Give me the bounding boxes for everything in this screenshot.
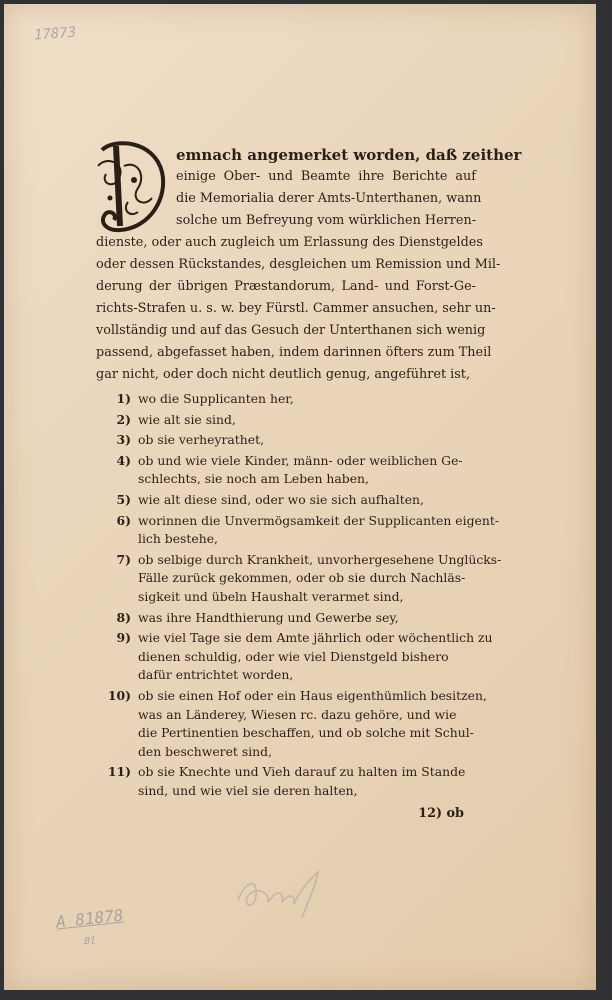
list-item [96, 763, 476, 800]
list-line: wie alt diese sind, oder wo sie sich aufhalten, [138, 491, 424, 507]
text-block [96, 144, 522, 822]
list-line: Fälle zurück gekommen, oder ob sie durch Nachläs- [138, 570, 466, 586]
list-item [96, 687, 487, 761]
list-line: sigkeit und übeln Haushalt verarmet sind, [138, 588, 404, 604]
list-number: 10) [107, 687, 131, 703]
intro-line: solche um Befreyung vom würklichen Herren- [176, 213, 477, 228]
list-line: ob selbige durch Krankheit, unvorhergesehene Unglücks- [138, 551, 502, 567]
list-item [96, 629, 493, 685]
list-number: 4) [116, 452, 131, 468]
list-item [96, 512, 499, 549]
list-item [96, 411, 476, 430]
list-item [96, 452, 476, 489]
decorated-initial-icon [94, 136, 170, 236]
intro-line: einige Ober- und Beamte ihre Berichte auf [176, 169, 476, 184]
list-line: dienen schuldig, oder wie viel Dienstgeld bishero [138, 648, 449, 664]
list-number: 5) [116, 491, 131, 507]
list-line: was ihre Handthierung und Gewerbe sey, [138, 609, 399, 625]
list-line: wo die Supplicanten her, [138, 391, 294, 406]
list-number: 1) [116, 391, 131, 406]
stamp-number: A 81878 [55, 905, 125, 932]
intro-line: oder dessen Rückstandes, desgleichen um Remission und Mil- [96, 257, 501, 272]
list-line: worinnen die Unvermögsamkeit der Supplicanten eigent- [138, 512, 499, 528]
stamp-subtext: Bl [84, 936, 97, 947]
list-item [96, 491, 476, 510]
list-line: wie viel Tage sie dem Amte jährlich oder wöchentlich zu [138, 630, 493, 646]
list-item [96, 609, 476, 628]
faint-signature-icon [232, 866, 342, 922]
list-line: dafür entrichtet worden, [138, 667, 294, 683]
list-item [96, 431, 476, 450]
list-line: den beschweret sind, [138, 743, 273, 759]
intro-line: passend, abgefasset haben, indem darinnen öfters zum Theil [96, 345, 492, 360]
list-line: die Pertinentien beschaffen, und ob solche mit Schul- [138, 725, 474, 741]
intro-line: derung der übrigen Præstandorum, Land- und Forst-Ge- [96, 279, 476, 294]
list-line: lich bestehe, [138, 531, 218, 547]
list-item [96, 390, 476, 409]
intro-line: gar nicht, oder doch nicht deutlich genug, angeführet ist, [96, 367, 471, 382]
list-number: 9) [116, 630, 131, 646]
list-line: ob sie Knechte und Vieh darauf zu halten im Stande [138, 764, 466, 780]
intro-line: richts-Strafen u. s. w. bey Fürstl. Cammer ansuchen, sehr un- [96, 301, 496, 316]
list-line: ob sie verheyrathet, [138, 432, 265, 448]
list-line: ob sie einen Hof oder ein Haus eigenthümlich besitzen, [138, 687, 487, 703]
list-number: 11) [107, 764, 131, 780]
catchword: 12) ob [418, 806, 464, 822]
list-line: was an Länderey, Wiesen rc. dazu gehöre, und wie [138, 706, 457, 722]
intro-line: vollständig und auf das Gesuch der Unterthanen sich wenig [96, 323, 486, 338]
document-page [4, 4, 596, 990]
list-number: 6) [116, 512, 131, 528]
list-item [96, 551, 502, 607]
list-number: 3) [116, 432, 131, 448]
list-number: 7) [116, 551, 131, 567]
intro-line: dienste, oder auch zugleich um Erlassung des Dienstgeldes [96, 235, 483, 250]
list-line: wie alt sie sind, [138, 411, 236, 427]
list-line: schlechts, sie noch am Leben haben, [138, 471, 369, 487]
list-line: ob und wie viele Kinder, männ- oder weiblichen Ge- [138, 452, 463, 468]
pencil-annotation: 17873 [33, 24, 77, 44]
intro-line: emnach angemerket worden, daß zeither [176, 146, 522, 164]
list-number: 8) [116, 609, 131, 625]
list-number: 2) [116, 411, 131, 427]
intro-line: die Memorialia derer Amts-Unterthanen, wann [176, 191, 482, 206]
numbered-list [96, 390, 502, 800]
list-line: sind, und wie viel sie deren halten, [138, 782, 358, 798]
